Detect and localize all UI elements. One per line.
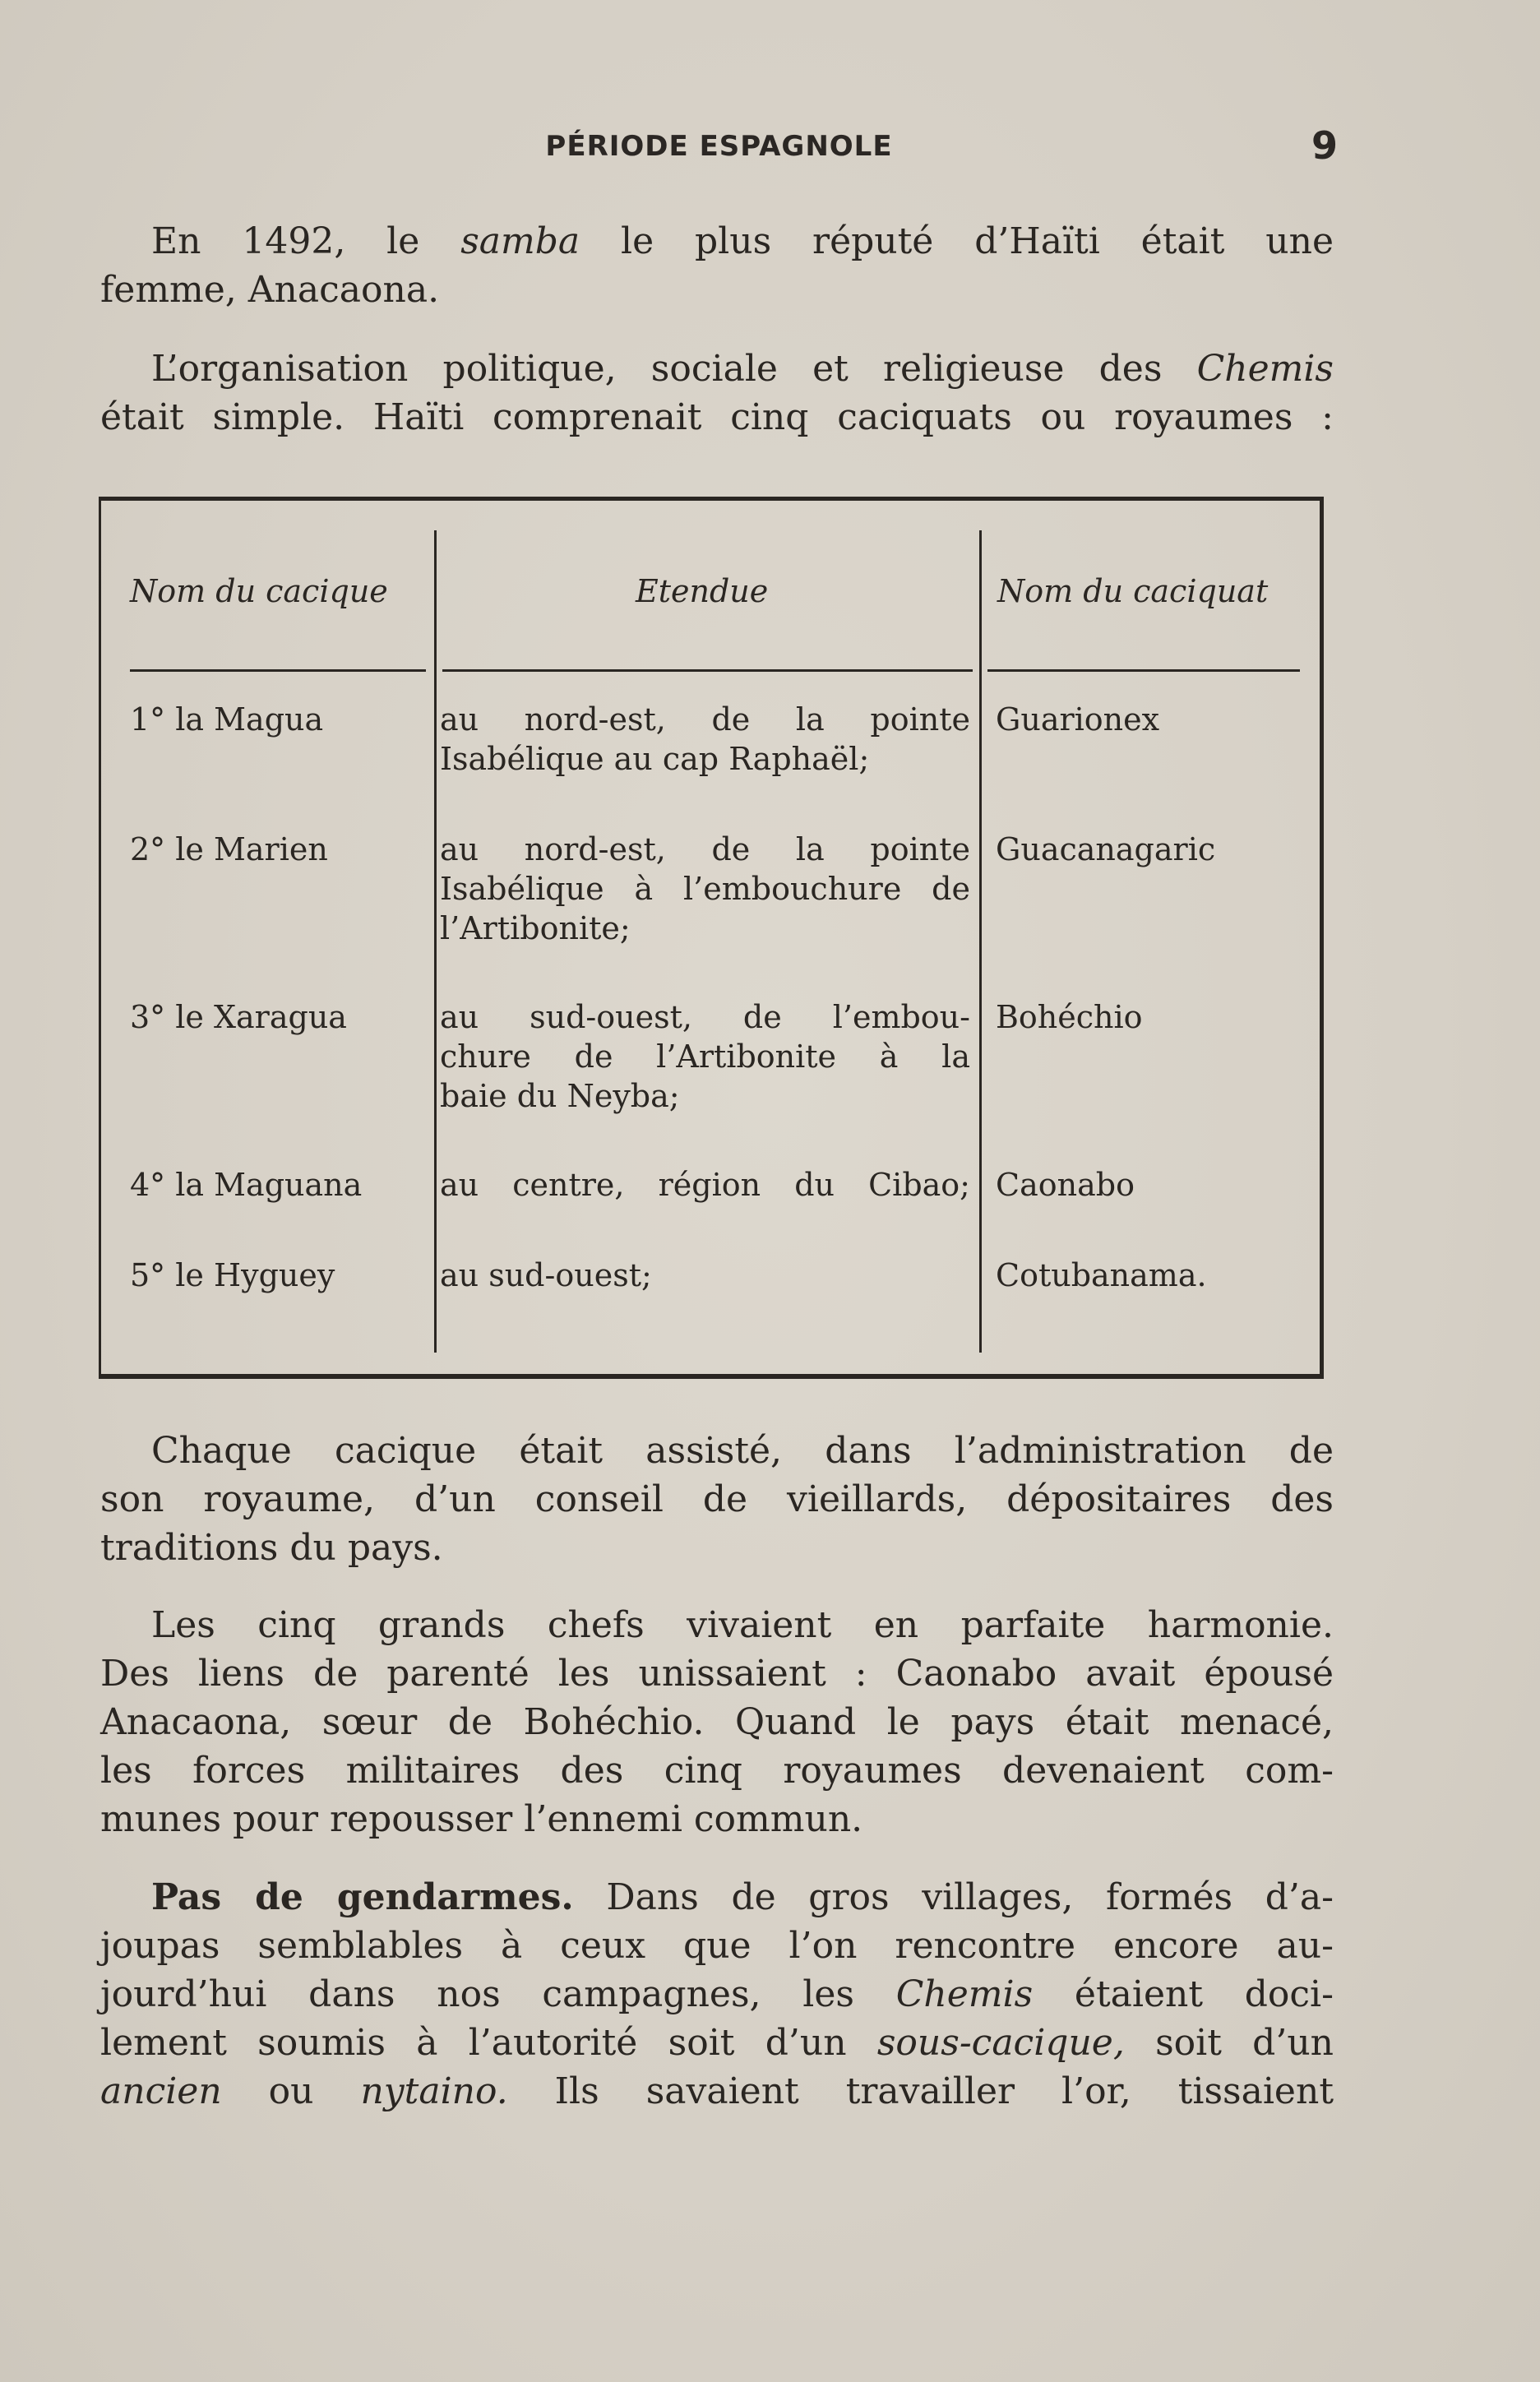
row-1-extent <box>440 700 970 779</box>
bold-lead: Pas de gendarmes. <box>151 1876 574 1918</box>
header-rule <box>987 669 1300 672</box>
paragraph-2 <box>100 345 1334 442</box>
row-4-chief: Caonabo <box>996 1167 1135 1203</box>
paragraph-1 <box>100 217 1334 314</box>
row-1-name: 1° la Magua <box>130 701 324 738</box>
column-rule <box>979 530 982 1353</box>
text-run: En 1492, le <box>151 220 461 262</box>
italic-term: Chemis <box>895 1973 1034 2015</box>
text-run: ou <box>221 2070 361 2112</box>
extent-line: baie du Neyba; <box>440 1078 680 1114</box>
text-run: Dans de gros villages, formés d’a- <box>573 1876 1334 1918</box>
row-1-chief: Guarionex <box>996 701 1160 738</box>
page-number: 9 <box>1311 123 1338 168</box>
extent-line: Isabélique au cap Raphaël; <box>440 741 870 777</box>
row-2-chief: Guacanagaric <box>996 831 1216 867</box>
text-line: Chaque cacique était assisté, dans l’administration de <box>151 1430 1334 1472</box>
text-line: Anacaona, sœur de Bohéchio. Quand le pays était menacé, <box>100 1701 1334 1743</box>
header-etendue: Etendue <box>636 573 769 609</box>
text-line <box>100 217 1334 266</box>
text-line: les forces militaires des cinq royaumes devenaient com- <box>100 1750 1334 1792</box>
extent-line: au centre, région du Cibao; <box>440 1167 970 1203</box>
header-nom-du-cacique: Nom du cacique <box>130 573 388 609</box>
text-line <box>100 2067 1334 2116</box>
text-run: étaient doci- <box>1033 1973 1334 2015</box>
text-line: femme, Anacaona. <box>100 269 440 311</box>
text-line: traditions du pays. <box>100 1527 443 1569</box>
text-line <box>100 2019 1334 2067</box>
text-line: Les cinq grands chefs vivaient en parfaite harmonie. <box>151 1604 1334 1646</box>
italic-term: nytaino. <box>360 2070 508 2112</box>
running-title: PÉRIODE ESPAGNOLE <box>545 130 893 163</box>
extent-line: au nord-est, de la pointe <box>440 701 970 738</box>
text-line: Des liens de parenté les unissaient : Caonabo avait épousé <box>100 1653 1334 1695</box>
text-line <box>100 1970 1334 2019</box>
extent-line: l’Artibonite; <box>440 910 631 946</box>
row-3-chief: Bohéchio <box>996 999 1143 1035</box>
text-line: munes pour repousser l’ennemi commun. <box>100 1798 863 1840</box>
text-run: soit d’un <box>1124 2022 1334 2064</box>
row-3-name: 3° le Xaragua <box>130 999 347 1035</box>
row-2-extent <box>440 830 970 948</box>
header-rule <box>442 669 973 672</box>
text-run: lement soumis à l’autorité soit d’un <box>100 2022 877 2064</box>
text-line: joupas semblables à ceux que l’on rencontre encore au- <box>100 1925 1334 1967</box>
italic-term: ancien <box>100 2070 222 2112</box>
extent-line: au sud-ouest, de l’embou- <box>440 999 970 1035</box>
running-head <box>100 123 1338 173</box>
text-line <box>100 1873 1334 1922</box>
text-run: Ils savaient travailler l’or, tissaient <box>507 2070 1334 2112</box>
text-run: L’organisation politique, sociale et religieuse des <box>151 348 1197 390</box>
caciquats-table <box>99 497 1324 1379</box>
header-rule <box>130 669 426 672</box>
text-line <box>100 345 1334 393</box>
text-run: jourd’hui dans nos campagnes, les <box>100 1973 896 2015</box>
column-rule <box>434 530 437 1353</box>
row-5-chief: Cotubanama. <box>996 1257 1207 1293</box>
extent-line: au nord-est, de la pointe <box>440 831 970 867</box>
row-2-name: 2° le Marien <box>130 831 328 867</box>
extent-line: au sud-ouest; <box>440 1257 652 1293</box>
italic-term: samba <box>460 220 580 262</box>
text-run: le plus réputé d’Haïti était une <box>580 220 1334 262</box>
row-5-name: 5° le Hyguey <box>130 1257 335 1293</box>
row-4-name: 4° la Maguana <box>130 1167 363 1203</box>
row-3-extent <box>440 997 970 1116</box>
extent-line: chure de l’Artibonite à la <box>440 1038 970 1075</box>
extent-line: Isabélique à l’embouchure de <box>440 871 970 907</box>
text-line: son royaume, d’un conseil de vieillards, dépositaires des <box>100 1478 1334 1520</box>
paragraph-3 <box>100 1427 1334 1572</box>
row-5-extent <box>440 1256 970 1295</box>
italic-term: sous-cacique, <box>876 2022 1125 2064</box>
paragraph-4 <box>100 1601 1334 1843</box>
italic-term: Chemis <box>1196 348 1334 390</box>
row-4-extent <box>440 1165 970 1205</box>
header-nom-du-caciquat: Nom du caciquat <box>997 573 1269 609</box>
text-line: était simple. Haïti comprenait cinq caciquats ou royaumes : <box>100 396 1334 438</box>
paragraph-5 <box>100 1873 1334 2116</box>
